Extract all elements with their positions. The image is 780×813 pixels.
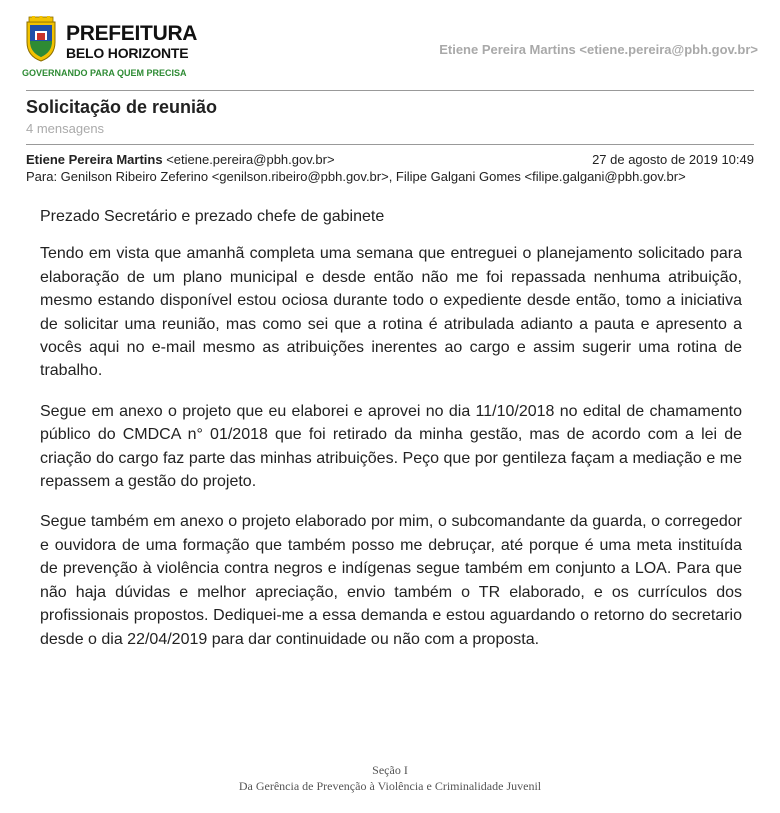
email-header <box>20 12 760 82</box>
body-paragraph: Segue também em anexo o projeto elaborado por mim, o subcomandante da guarda, o corregedor e ouvidora de uma formação que também posso me debruçar, até porque é uma meta instituída de prevenção à violência contra negros e indígenas segue também em conjunto a LOA. Para que não haja dúvidas e melhor apreciação, envio também o TR elaborado, e os currículos dos profissionais propostos. Dediquei-me a essa demanda e estou aguardando o retorno do secretario desde o dia 22/04/2019 para dar continuidade ou não com a proposta. <box>40 513 742 648</box>
account-label: Etiene Pereira Martins <etiene.pereira@pbh.gov.br> <box>439 42 758 57</box>
message-body <box>40 205 742 668</box>
sender-name: Etiene Pereira Martins <box>26 152 163 167</box>
sender-email: <etiene.pereira@pbh.gov.br> <box>166 152 335 167</box>
recipients-line: Para: Genilson Ribeiro Zeferino <genilson.ribeiro@pbh.gov.br>, Filipe Galgani Gomes <filipe.galgani@pbh.gov.br> <box>26 169 686 184</box>
divider <box>26 144 754 145</box>
footer-subtitle: Da Gerência de Prevenção à Violência e Criminalidade Juvenil <box>238 779 542 793</box>
logo-subtitle: BELO HORIZONTE <box>66 45 189 61</box>
logo-title: PREFEITURA <box>66 22 198 45</box>
divider <box>26 90 754 91</box>
document-footer <box>0 762 780 794</box>
footer-section: Seção I <box>372 763 408 777</box>
thread-subject: Solicitação de reunião <box>26 97 218 117</box>
greeting-paragraph: Prezado Secretário e prezado chefe de gabinete <box>40 208 385 225</box>
sender-line <box>26 152 335 167</box>
logo-tagline: GOVERNANDO PARA QUEM PRECISA <box>22 68 187 78</box>
message-date: 27 de agosto de 2019 10:49 <box>592 152 754 167</box>
pbh-logo <box>20 12 210 82</box>
message-count: 4 mensagens <box>26 121 105 136</box>
coat-of-arms-icon <box>24 16 58 62</box>
body-paragraph: Tendo em vista que amanhã completa uma semana que entreguei o planejamento solicitado para elaboração de um plano municipal e desde então não me foi repassada nenhuma atribuição, mesmo estando disponível estou ociosa durante todo o expediente desde então, tomo a iniciativa de solicitar uma reunião, mas como sei que a rotina é atribulada adianto a pauta e apresento a vocês aqui no e-mail mesmo as atribuições inerentes ao cargo e assim sugerir uma rotina de trabalho. <box>40 245 742 380</box>
body-paragraph: Segue em anexo o projeto que eu elaborei e aprovei no dia 11/10/2018 no edital de chamamento público do CMDCA n° 01/2018 que foi retirado da minha gestão, mas de acordo com a lei de criação do cargo faz parte das minhas atribuições. Peço que por gentileza façam a mediação e me repassem a gestão do projeto. <box>40 402 742 491</box>
